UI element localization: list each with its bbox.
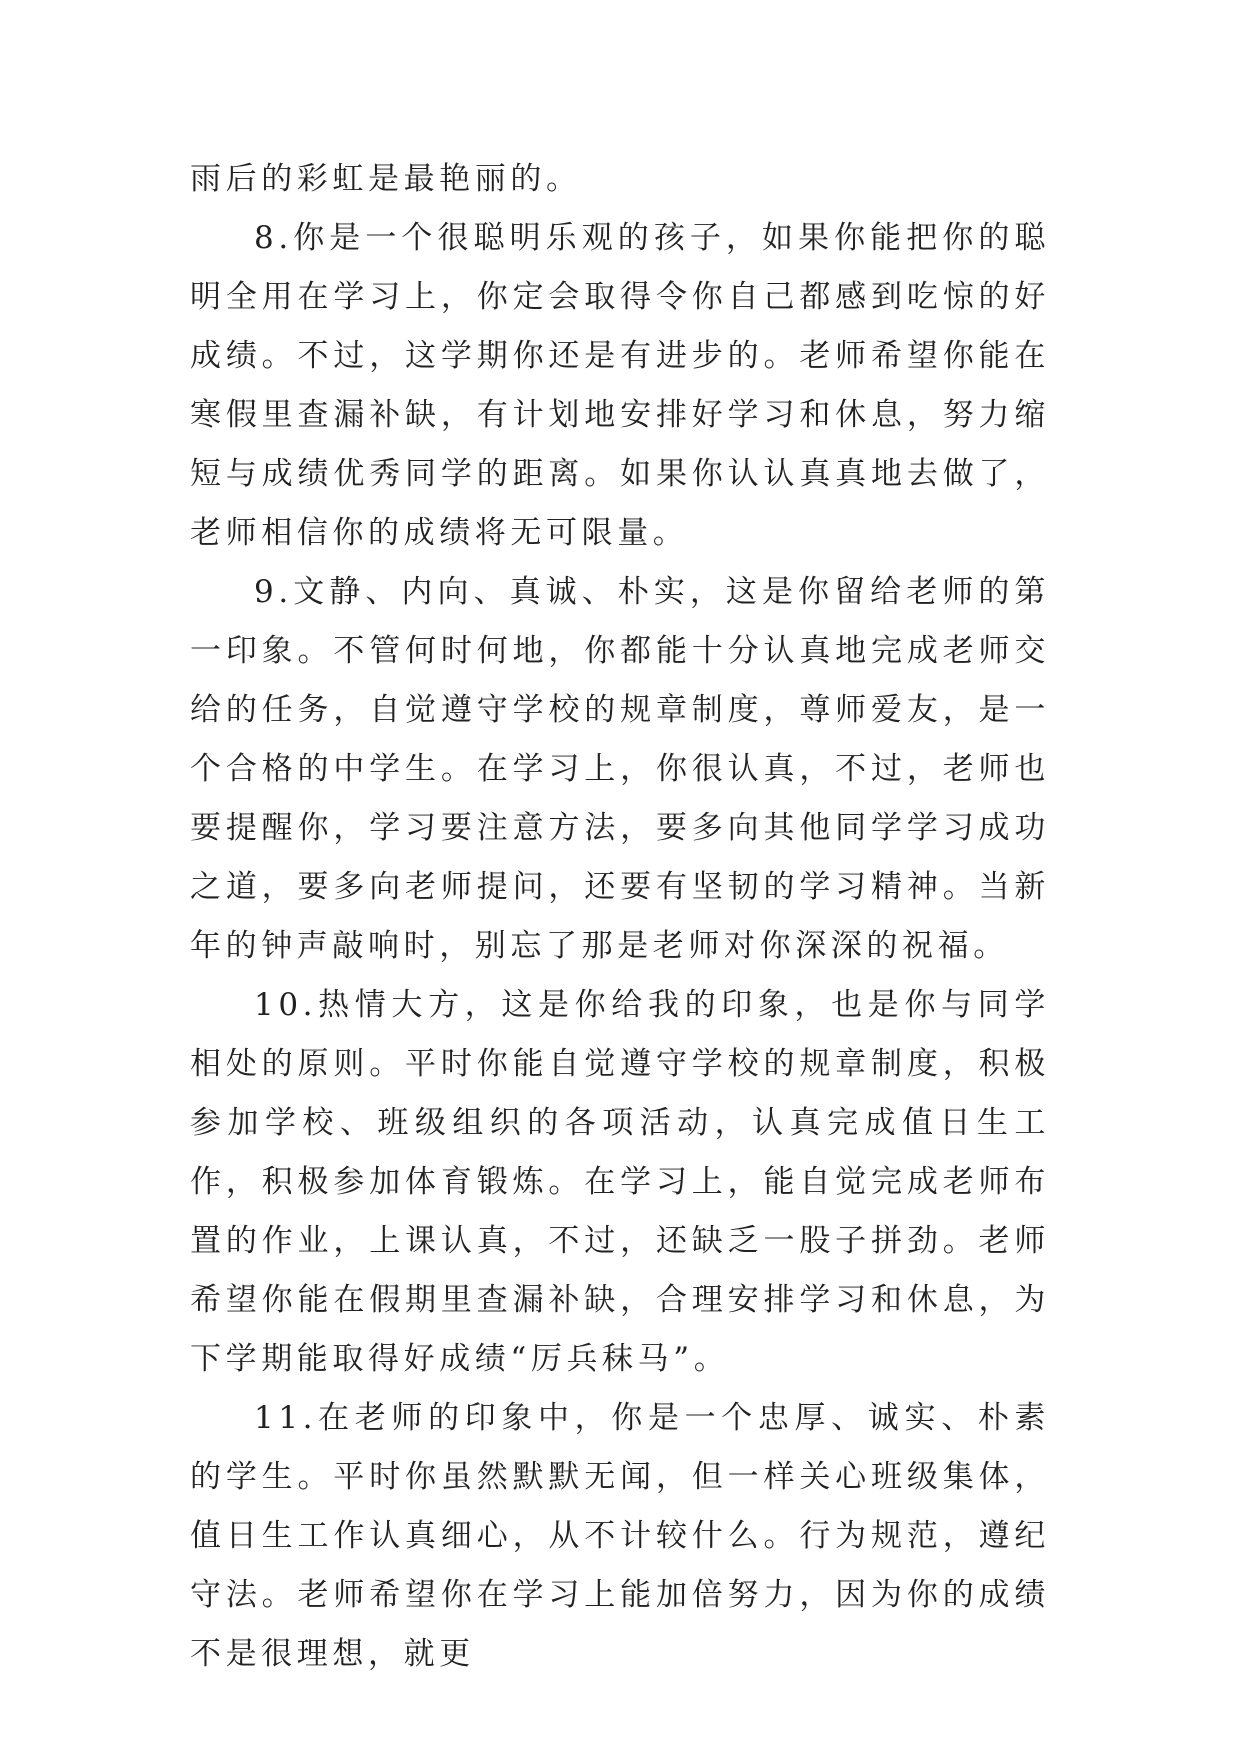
paragraph-8: 8.你是一个很聪明乐观的孩子，如果你能把你的聪明全用在学习上，你定会取得令你自己都感到吃惊的好成绩。不过，这学期你还是有进步的。老师希望你能在寒假里查漏补缺，有计划地安排好学习和休息，努力缩短与成绩优秀同学的距离。如果你认认真真地去做了，老师相信你的成绩将无可限量。 [190,220,1050,551]
paragraph-9: 9.文静、内向、真诚、朴实，这是你留给老师的第一印象。不管何时何地，你都能十分认真地完成老师交给的任务，自觉遵守学校的规章制度，尊师爱友，是一个合格的中学生。在学习上，你很认真，不过，老师也要提醒你，学习要注意方法，要多向其他同学学习成功之道，要多向老师提问，还要有坚韧的学习精神。当新年的钟声敲响时，别忘了那是老师对你深深的祝福。 [190,574,1050,964]
document-body [190,150,1050,1684]
paragraph-10: 10.热情大方，这是你给我的印象，也是你与同学相处的原则。平时你能自觉遵守学校的规章制度，积极参加学校、班级组织的各项活动，认真完成值日生工作，积极参加体育锻炼。在学习上，能自觉完成老师布置的作业，上课认真，不过，还缺乏一股子拼劲。老师希望你能在假期里查漏补缺，合理安排学习和休息，为下学期能取得好成绩“厉兵秣马”。 [190,987,1050,1377]
paragraph-continuation: 雨后的彩虹是最艳丽的。 [190,161,582,197]
paragraph-11: 11.在老师的印象中，你是一个忠厚、诚实、朴素的学生。平时你虽然默默无闻，但一样关心班级集体，值日生工作认真细心，从不计较什么。行为规范，遵纪守法。老师希望你在学习上能加倍努力，因为你的成绩不是很理想，就更 [190,1400,1050,1672]
